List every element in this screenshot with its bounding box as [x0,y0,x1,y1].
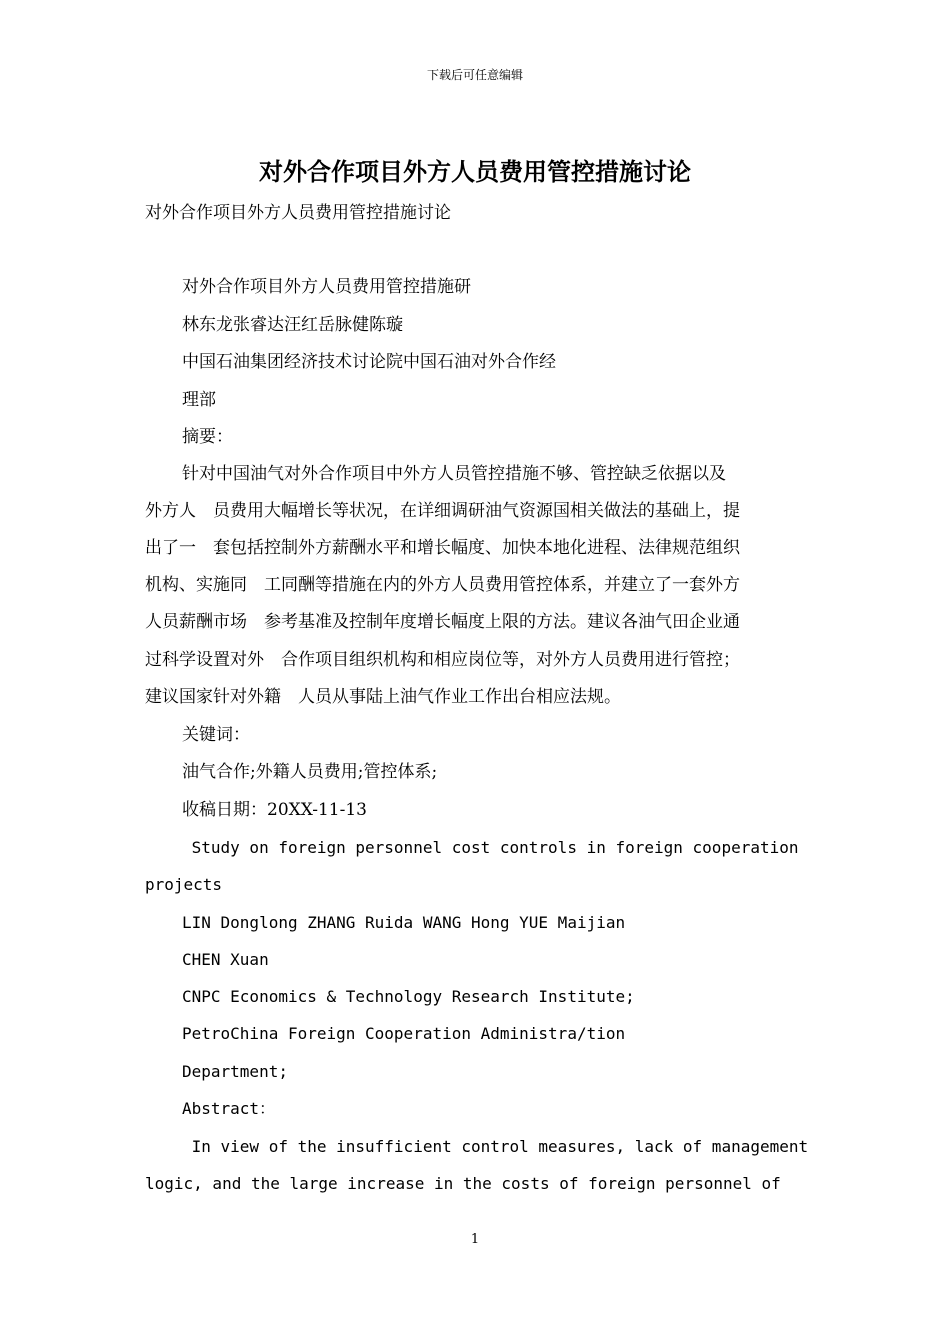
abstract-line: 人员薪酬市场 参考基准及控制年度增长幅度上限的方法。建议各油气田企业通 [145,612,740,632]
abstract-line: 机构、实施同 工同酬等措施在内的外方人员费用管控体系，并建立了一套外方 [145,575,740,595]
english-affiliation-line-3: Department; [182,1062,288,1081]
paper-title-line: 对外合作项目外方人员费用管控措施研 [182,277,471,297]
received-date: 收稿日期：20XX-11-13 [182,800,367,820]
keywords-heading: 关键词： [182,725,250,745]
abstract-line: 过科学设置对外 合作项目组织机构和相应岗位等，对外方人员费用进行管控； [145,650,740,670]
english-abstract-line: In view of the insufficient control measures, lack of management [182,1137,809,1156]
page-header: 下载后可任意编辑 [426,68,523,82]
english-authors-line: LIN Donglong ZHANG Ruida WANG Hong YUE Maijian [182,913,626,932]
english-affiliation-line: CNPC Economics & Technology Research Institute; [182,987,635,1006]
abstract-line: 建议国家针对外籍 人员从事陆上油气作业工作出台相应法规。 [145,687,621,707]
authors-line: 林东龙张睿达汪红岳脉健陈璇 [182,315,403,335]
english-abstract-heading: Abstract： [182,1099,276,1118]
abstract-line: 出了一 套包括控制外方薪酬水平和增长幅度、加快本地化进程、法律规范组织 [145,538,740,558]
subtitle: 对外合作项目外方人员费用管控措施讨论 [145,203,451,223]
abstract-line: 外方人 员费用大幅增长等状况，在详细调研油气资源国相关做法的基础上，提 [145,501,740,521]
affiliation-line: 中国石油集团经济技术讨论院中国石油对外合作经 [182,352,556,372]
document-title: 对外合作项目外方人员费用管控措施讨论 [259,158,691,186]
page-number: 1 [470,1232,480,1247]
abstract-heading: 摘要： [182,427,233,447]
english-title-line-2: projects [145,875,223,894]
english-title-line: Study on foreign personnel cost controls in foreign cooperation [182,838,799,857]
english-affiliation-line-2: PetroChina Foreign Cooperation Administra/tion [182,1024,626,1043]
affiliation-line-2: 理部 [182,390,216,410]
english-authors-line-2: CHEN Xuan [182,950,269,969]
english-abstract-line: logic, and the large increase in the costs of foreign personnel of [145,1174,781,1193]
abstract-line: 针对中国油气对外合作项目中外方人员管控措施不够、管控缺乏依据以及 [182,464,726,484]
keywords: 油气合作;外籍人员费用;管控体系; [182,762,438,782]
